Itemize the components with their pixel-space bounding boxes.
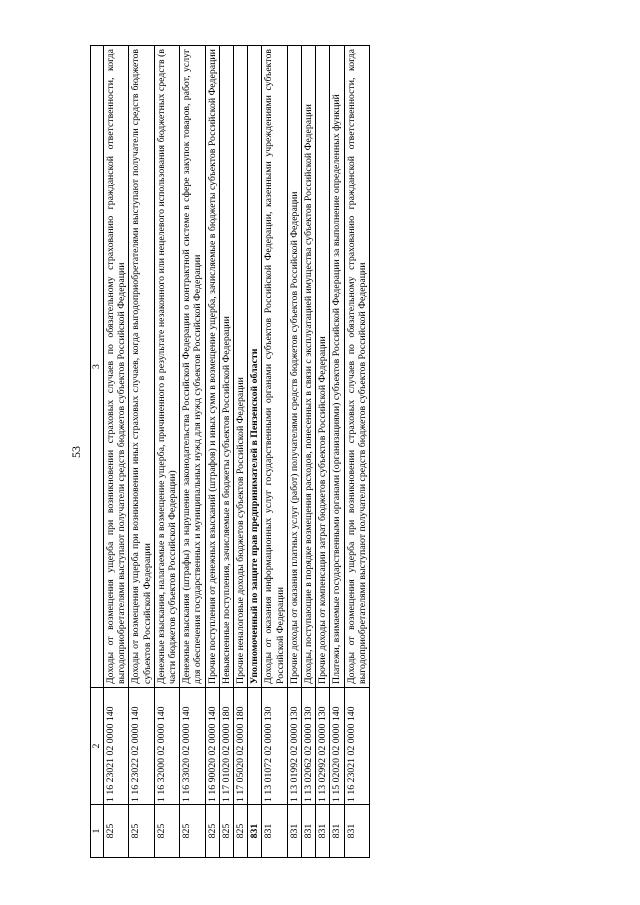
admin-code-cell: 825 [129, 805, 154, 858]
budget-classification-code-cell: 1 16 23021 02 0000 140 [104, 688, 129, 805]
rotated-landscape-content [66, 46, 602, 858]
admin-code-cell: 825 [205, 805, 219, 858]
revenue-classification-table [90, 45, 370, 858]
table-header-row [91, 46, 104, 858]
revenue-name-cell: Доходы от возмещения ущерба при возникновении страховых случаев по обязательному страхованию гражданской ответственности, когда выгодоприобретателями выступают получатели средств бюджетов субъектов Российской Федерации [344, 46, 369, 688]
table-row [316, 46, 330, 858]
section-heading-row [248, 46, 262, 858]
table-row [330, 46, 344, 858]
revenue-name-cell: Уполномоченный по защите прав предпринимателей в Пензенской области [248, 46, 262, 688]
table-row [205, 46, 219, 858]
revenue-name-cell: Доходы от возмещения ущерба при возникновении иных страховых случаев, когда выгодоприобретателями выступают получатели средств бюджетов субъектов Российской Федерации [129, 46, 154, 688]
admin-code-cell: 831 [248, 805, 262, 858]
table-row [129, 46, 154, 858]
budget-classification-code-cell: 1 13 02992 02 0000 130 [316, 688, 330, 805]
table-row [287, 46, 301, 858]
revenue-name-cell: Прочие доходы от компенсации затрат бюджетов субъектов Российской Федерации [316, 46, 330, 688]
table-row [302, 46, 316, 858]
budget-classification-code-cell: 1 16 90020 02 0000 140 [205, 688, 219, 805]
budget-classification-code-cell [248, 688, 262, 805]
admin-code-cell: 825 [219, 805, 233, 858]
table-row [154, 46, 179, 858]
revenue-name-cell: Доходы от оказания информационных услуг государственными органами субъектов Российской Федерации, казенными учреждениями субъектов Российской Федерации [262, 46, 287, 688]
table-row [180, 46, 205, 858]
admin-code-cell: 831 [262, 805, 287, 858]
table-row [104, 46, 129, 858]
admin-code-cell: 831 [316, 805, 330, 858]
page-number: 53 [69, 446, 83, 458]
budget-classification-code-cell: 1 13 02062 02 0000 130 [302, 688, 316, 805]
table-row [234, 46, 248, 858]
revenue-name-cell: Доходы, поступающие в порядке возмещения расходов, понесенных в связи с эксплуатацией имущества субъектов Российской Федерации [302, 46, 316, 688]
budget-classification-code-cell: 1 16 33020 02 0000 140 [180, 688, 205, 805]
admin-code-cell: 825 [180, 805, 205, 858]
budget-classification-code-cell: 1 17 01020 02 0000 180 [219, 688, 233, 805]
revenue-name-cell: Невыясненные поступления, зачисляемые в бюджеты субъектов Российской Федерации [219, 46, 233, 688]
revenue-name-cell: Прочие поступления от денежных взысканий (штрафов) и иных сумм в возмещение ущерба, зачисляемые в бюджеты субъектов Российской Федерации [205, 46, 219, 688]
budget-classification-code-cell: 1 17 05020 02 0000 180 [234, 688, 248, 805]
admin-code-cell: 831 [330, 805, 344, 858]
budget-classification-code-cell: 1 16 23021 02 0000 140 [344, 688, 369, 805]
budget-classification-code-cell: 1 15 02020 02 0000 140 [330, 688, 344, 805]
column-number-1: 1 [91, 805, 104, 858]
column-number-3: 3 [91, 46, 104, 688]
column-number-2: 2 [91, 688, 104, 805]
table-row [219, 46, 233, 858]
table-row [344, 46, 369, 858]
revenue-name-cell: Прочие доходы от оказания платных услуг (работ) получателями средств бюджетов субъектов Российской Федерации [287, 46, 301, 688]
admin-code-cell: 831 [302, 805, 316, 858]
revenue-name-cell: Платежи, взимаемые государственными органами (организациями) субъектов Российской Федерации за выполнение определенных функций [330, 46, 344, 688]
budget-classification-code-cell: 1 16 23022 02 0000 140 [129, 688, 154, 805]
budget-classification-code-cell: 1 13 01992 02 0000 130 [287, 688, 301, 805]
admin-code-cell: 831 [344, 805, 369, 858]
budget-classification-code-cell: 1 16 32000 02 0000 140 [154, 688, 179, 805]
budget-classification-code-cell: 1 13 01072 02 0000 130 [262, 688, 287, 805]
admin-code-cell: 825 [154, 805, 179, 858]
revenue-name-cell: Денежные взыскания, налагаемые в возмещение ущерба, причиненного в результате незаконного или нецелевого использования бюджетных средств (в части бюджетов субъектов Российской Федерации) [154, 46, 179, 688]
revenue-name-cell: Доходы от возмещения ущерба при возникновении страховых случаев по обязательному страхованию гражданской ответственности, когда выгодоприобретателями выступают получатели средств бюджетов субъектов Российской Федерации [104, 46, 129, 688]
admin-code-cell: 825 [234, 805, 248, 858]
revenue-name-cell: Денежные взыскания (штрафы) за нарушение законодательства Российской Федерации о контрактной системе в сфере закупок товаров, работ, услуг для обеспечения государственных и муниципальных нужд для нужд субъектов Российской Федерации [180, 46, 205, 688]
revenue-name-cell: Прочие неналоговые доходы бюджетов субъектов Российской Федерации [234, 46, 248, 688]
admin-code-cell: 825 [104, 805, 129, 858]
admin-code-cell: 831 [287, 805, 301, 858]
table-row [262, 46, 287, 858]
